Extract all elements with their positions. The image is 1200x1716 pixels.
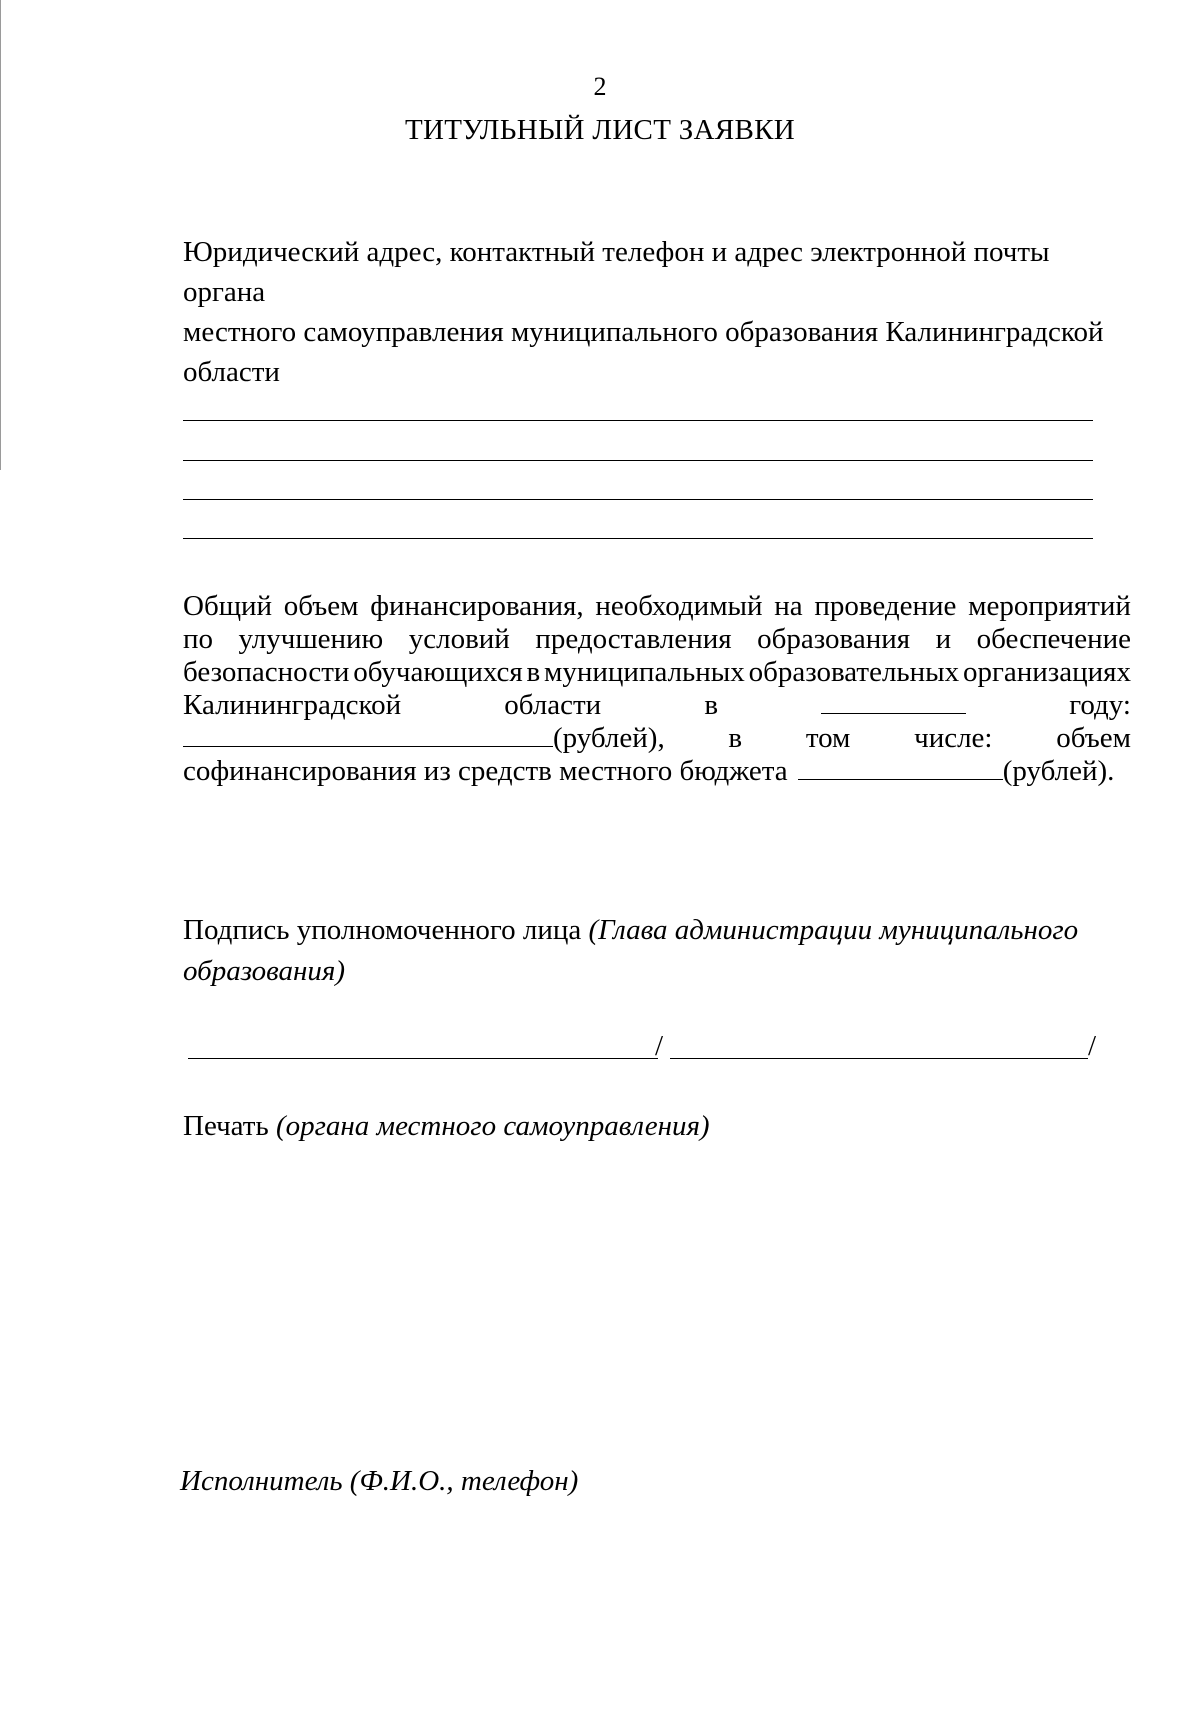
- funding-row-4: [183, 689, 1131, 722]
- funding-row-2: [183, 623, 1131, 656]
- address-fill-line-4[interactable]: [183, 538, 1093, 539]
- address-fill-line-2[interactable]: [183, 460, 1093, 461]
- year-blank[interactable]: [821, 689, 966, 714]
- stamp-note: (органа местного самоуправления): [275, 1110, 710, 1142]
- word: на: [774, 590, 803, 622]
- word: финансирования,: [370, 590, 584, 622]
- signature-paragraph: [183, 910, 1118, 992]
- word: проведение: [814, 590, 957, 622]
- cofinancing-amount-blank[interactable]: [798, 755, 1003, 780]
- funding-row-1: [183, 590, 1131, 623]
- signature-label: Подпись уполномоченного лица: [183, 914, 582, 946]
- stamp-line: [183, 1110, 710, 1143]
- signature-fields: [188, 1030, 1098, 1070]
- signature-role-cont: образования): [183, 955, 346, 987]
- total-amount-group: [183, 722, 665, 755]
- address-line-1: Юридический адрес, контактный телефон и адрес электронной почты органа: [183, 236, 1050, 308]
- funding-row-5: [183, 722, 1131, 755]
- funding-paragraph: [183, 590, 1131, 788]
- word: области: [504, 689, 602, 721]
- word: предоставления: [535, 623, 732, 655]
- cofinancing-label: софинансирования из средств местного бюджета: [183, 755, 788, 787]
- word: безопасности: [183, 656, 350, 688]
- address-line-3: области: [183, 356, 280, 388]
- word: и: [935, 623, 952, 655]
- word: улучшению: [238, 623, 384, 655]
- word: мероприятий: [968, 590, 1131, 622]
- name-field[interactable]: [670, 1058, 1088, 1059]
- word: числе:: [914, 722, 993, 754]
- word: том: [805, 722, 851, 754]
- signature-field[interactable]: [188, 1058, 658, 1059]
- word: году:: [1069, 689, 1131, 721]
- page-number: 2: [593, 72, 607, 101]
- address-fill-line-3[interactable]: [183, 499, 1093, 500]
- word: в: [704, 689, 719, 721]
- word: по: [183, 623, 214, 655]
- word: объем: [1056, 722, 1131, 754]
- page-title: ТИТУЛЬНЫЙ ЛИСТ ЗАЯВКИ: [404, 114, 796, 146]
- slash-separator: /: [1088, 1030, 1097, 1062]
- word: обеспечение: [976, 623, 1131, 655]
- word: объем: [283, 590, 359, 622]
- scan-edge: [0, 0, 1, 470]
- word: обучающихся: [353, 656, 523, 688]
- word: условий: [408, 623, 510, 655]
- stamp-label: Печать: [183, 1110, 269, 1142]
- word: в: [728, 722, 743, 754]
- signature-line-1: [183, 910, 1118, 951]
- executor-line: Исполнитель (Ф.И.О., телефон): [180, 1465, 579, 1497]
- total-amount-blank[interactable]: [183, 722, 553, 747]
- word: образования: [757, 623, 911, 655]
- signature-line-2: [183, 951, 1118, 992]
- signature-role: (Глава администрации муниципального: [588, 914, 1079, 946]
- funding-row-3: [183, 656, 1131, 689]
- slash-separator: /: [655, 1030, 664, 1062]
- word: Калининградской: [183, 689, 402, 721]
- word: (рублей),: [553, 722, 665, 754]
- word: образовательных: [748, 656, 960, 688]
- word: организациях: [962, 656, 1131, 688]
- word: необходимый: [595, 590, 763, 622]
- word: Общий: [183, 590, 273, 622]
- address-fill-line-1[interactable]: [183, 420, 1093, 421]
- word: (рублей).: [1002, 755, 1115, 787]
- word: в: [526, 656, 541, 688]
- address-line-2: местного самоуправления муниципального образования Калининградской: [183, 316, 1104, 348]
- funding-row-6: [183, 755, 1131, 788]
- word: муниципальных: [544, 656, 745, 688]
- address-paragraph: [183, 232, 1118, 392]
